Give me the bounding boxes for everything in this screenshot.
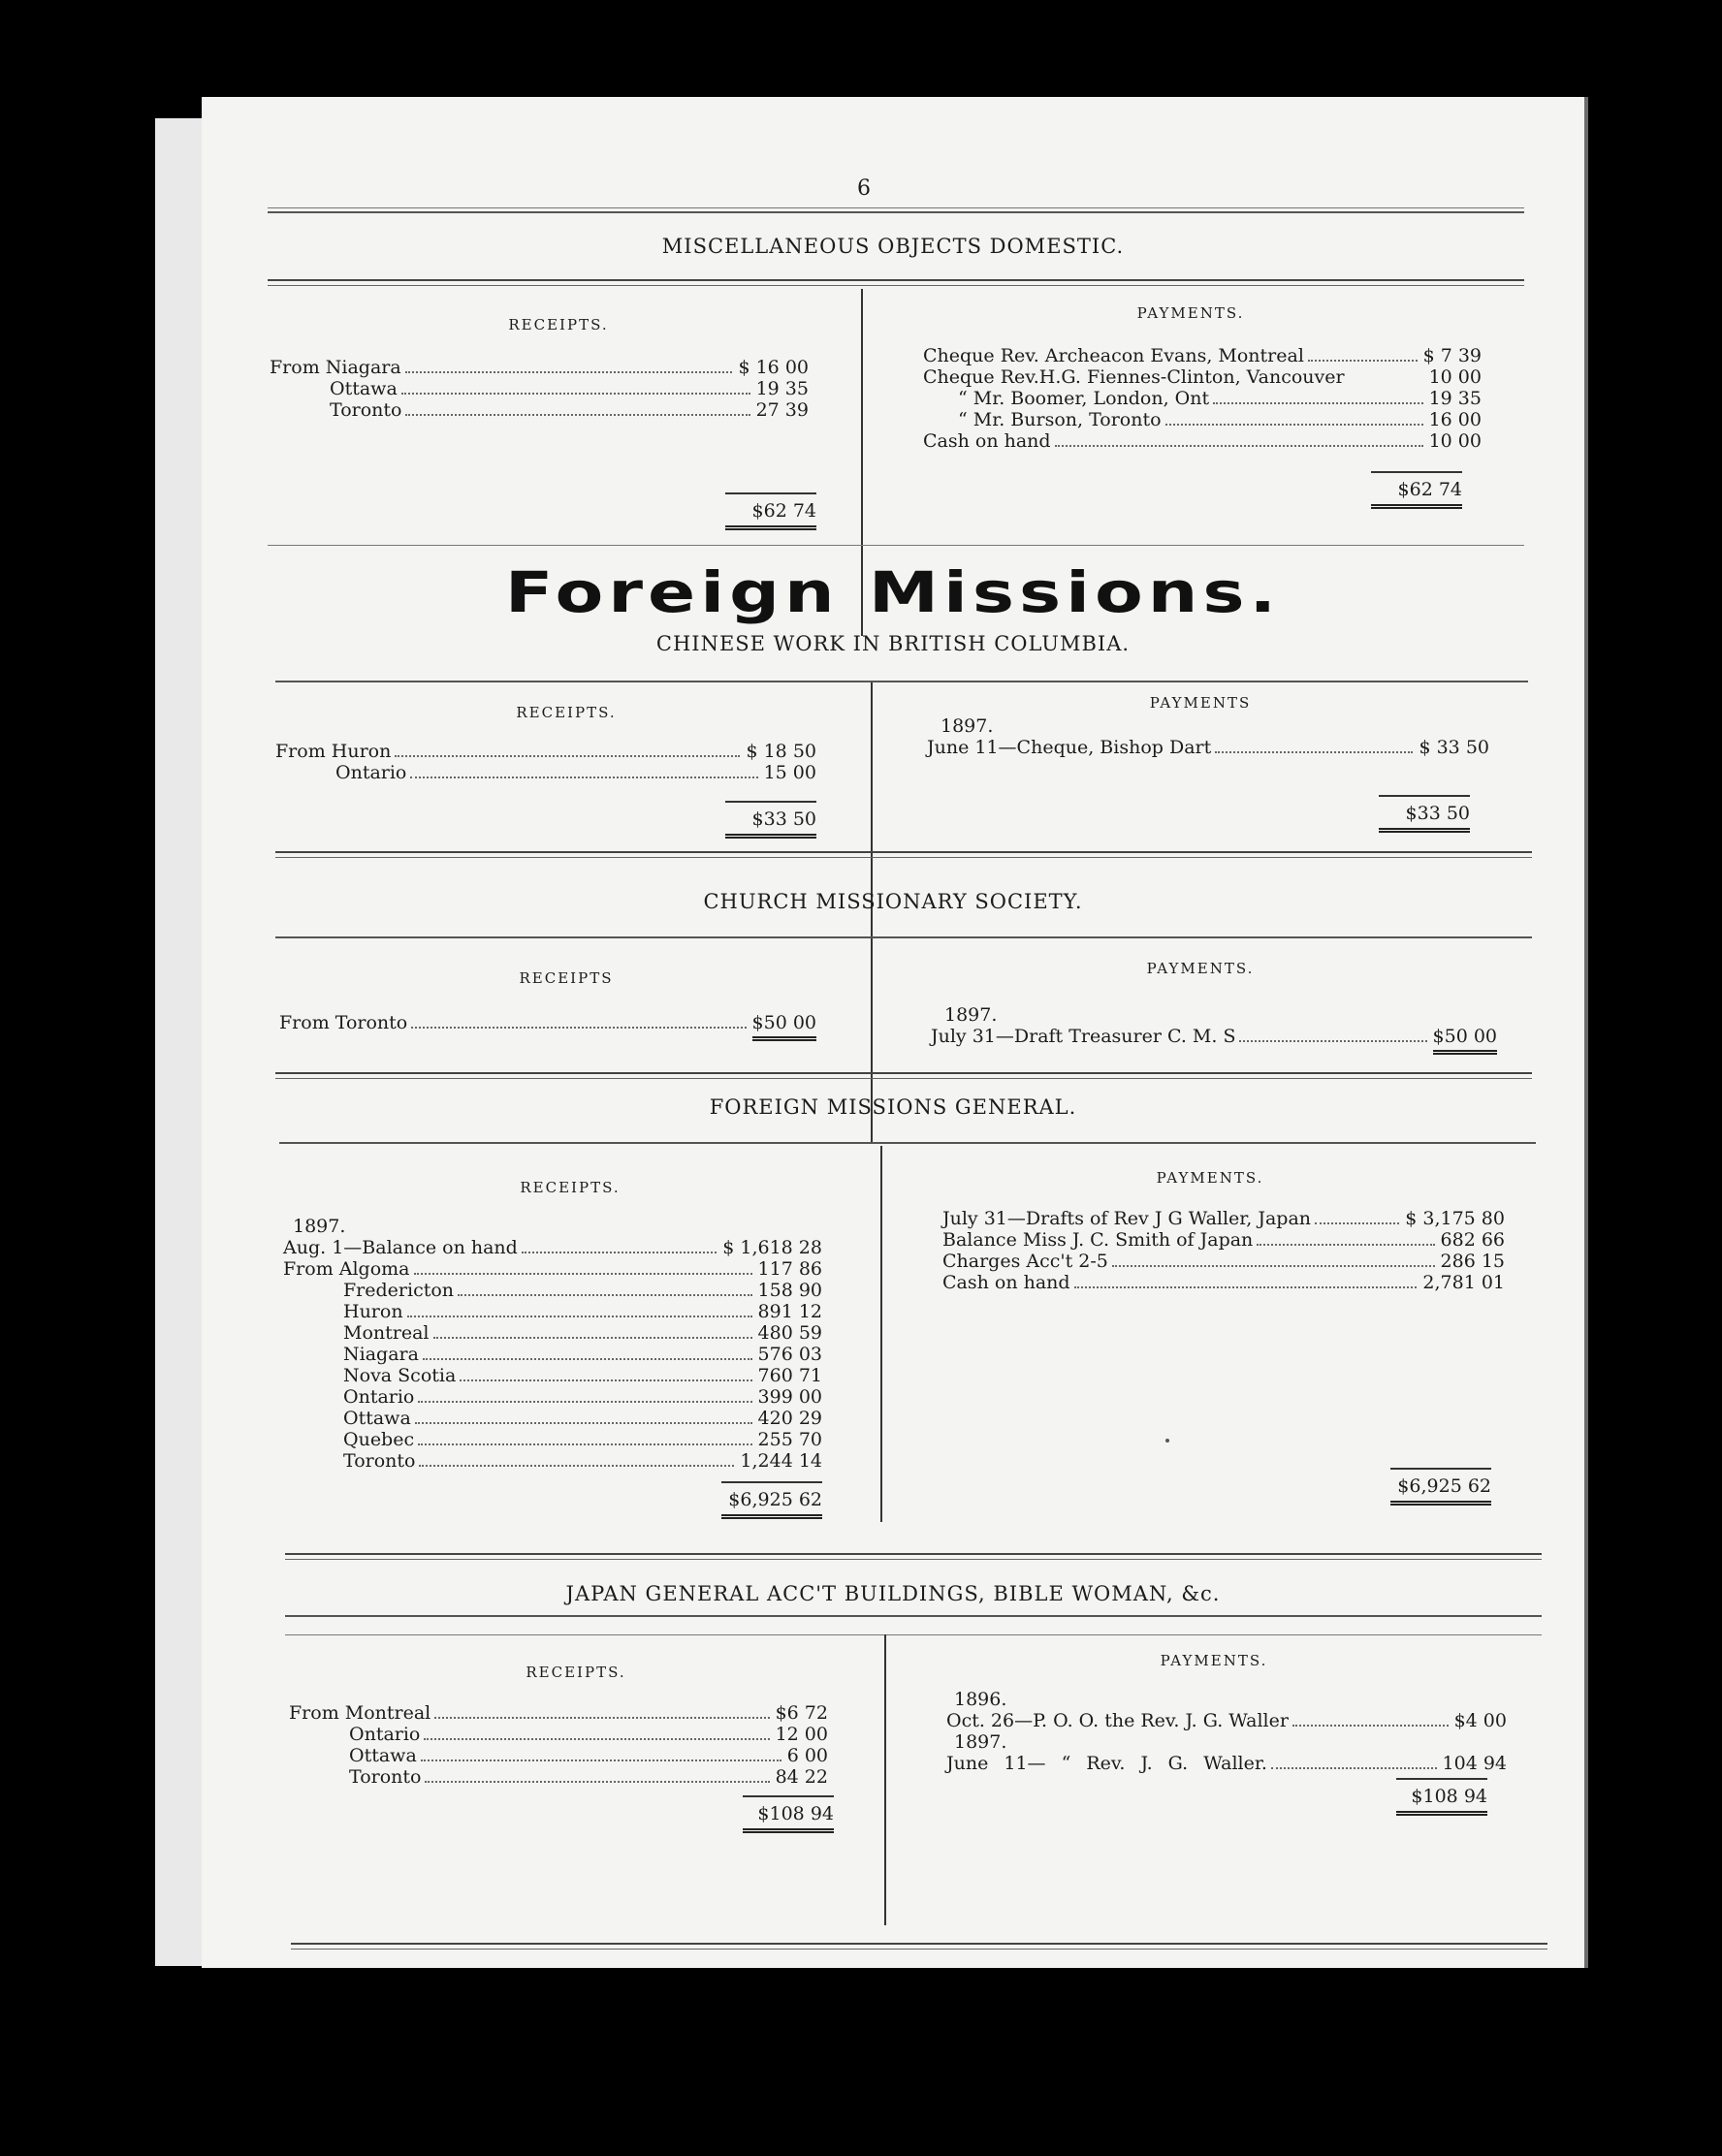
chinese-receipts-head: RECEIPTS. — [516, 704, 617, 721]
fmg-receipt-row: Toronto 1,244 14 — [343, 1450, 822, 1472]
japan-receipt-row: Ontario 12 00 — [349, 1724, 828, 1745]
japan-receipt-row: Toronto 84 22 — [349, 1766, 828, 1788]
chinese-payments-total: $33 50 — [1379, 795, 1470, 833]
fmg-payments-total: $6,925 62 — [1390, 1468, 1491, 1506]
misc-payment-row: Cheque Rev. Archeacon Evans, Montreal $ 7 39 — [923, 345, 1482, 366]
cms-payments-head: PAYMENTS. — [1146, 960, 1255, 977]
misc-receipts-head: RECEIPTS. — [508, 316, 609, 333]
fmg-section-title: FOREIGN MISSIONS GENERAL. — [709, 1095, 1077, 1119]
fmg-bottom-rule — [285, 1553, 1542, 1560]
japan-head-rule-2 — [285, 1634, 1542, 1635]
misc-payments-head: PAYMENTS. — [1136, 304, 1245, 322]
japan-receipts-head: RECEIPTS. — [526, 1664, 626, 1681]
misc-receipt-row: From Niagara $ 16 00 — [270, 357, 809, 378]
japan-payment-row: June 11— “ Rev. J. G. Waller. 104 94 — [946, 1753, 1507, 1774]
fmg-receipts-total: $6,925 62 — [721, 1481, 822, 1519]
fmg-receipt-row: Ottawa 420 29 — [343, 1408, 822, 1429]
fmg-payments-head: PAYMENTS. — [1156, 1169, 1264, 1187]
japan-receipt-row: Ottawa 6 00 — [349, 1745, 828, 1766]
fmg-receipt-row: From Algoma 117 86 — [283, 1258, 822, 1280]
cms-bottom-rule — [275, 1072, 1532, 1079]
fmg-receipts-head: RECEIPTS. — [520, 1179, 621, 1196]
fmg-receipt-row: Quebec 255 70 — [343, 1429, 822, 1450]
chinese-payments-head: PAYMENTS — [1149, 694, 1252, 712]
misc-payment-row: “ Mr. Boomer, London, Ont 19 35 — [958, 388, 1482, 409]
fmg-receipt-row: Fredericton 158 90 — [343, 1280, 822, 1301]
fmg-head-rule — [279, 1142, 1536, 1144]
cms-receipt-row: From Toronto $50 00 — [279, 1012, 816, 1033]
cms-payment-row: July 31—Draft Treasurer C. M. S $50 00 — [931, 1026, 1497, 1047]
japan-payments-total: $108 94 — [1396, 1778, 1487, 1816]
fmg-receipt-row: Huron 891 12 — [343, 1301, 822, 1322]
cms-head-rule — [275, 936, 1532, 938]
japan-divider — [884, 1634, 886, 1925]
page-number: 6 — [857, 176, 871, 201]
chinese-payments-year: 1897. — [941, 715, 994, 737]
cms-payments-year: 1897. — [944, 1004, 998, 1026]
top-rule-2 — [268, 211, 1524, 213]
chinese-receipt-row: Ontario 15 00 — [335, 762, 816, 783]
misc-receipt-row: Ottawa 19 35 — [330, 378, 809, 399]
cms-receipts-head: RECEIPTS — [519, 969, 614, 987]
misc-payment-row: Cash on hand 10 00 — [923, 430, 1482, 452]
misc-payment-row: “ Mr. Burson, Toronto 16 00 — [958, 409, 1482, 430]
misc-receipts-total: $62 74 — [725, 492, 816, 530]
fmg-receipt-row: Aug. 1—Balance on hand $ 1,618 28 — [283, 1237, 822, 1258]
japan-head-rule — [285, 1615, 1542, 1617]
japan-section-title: JAPAN GENERAL ACC'T BUILDINGS, BIBLE WOMAN, &c. — [565, 1582, 1221, 1605]
chinese-head-rule — [275, 681, 1528, 682]
japan-payments-year-1897: 1897. — [954, 1731, 1007, 1753]
japan-payment-row: Oct. 26—P. O. O. the Rev. J. G. Waller $4 00 — [946, 1710, 1507, 1731]
fmg-receipt-row: Nova Scotia 760 71 — [343, 1365, 822, 1386]
chinese-receipt-row: From Huron $ 18 50 — [275, 741, 816, 762]
japan-receipt-row: From Montreal $6 72 — [289, 1702, 828, 1724]
fmg-receipt-row: Ontario 399 00 — [343, 1386, 822, 1408]
cms-section-title: CHURCH MISSIONARY SOCIETY. — [703, 890, 1083, 913]
chinese-bottom-rule — [275, 851, 1532, 858]
fmg-receipt-row: Montreal 480 59 — [343, 1322, 822, 1344]
fmg-payment-row: Cash on hand 2,781 01 — [942, 1272, 1505, 1293]
japan-payments-head: PAYMENTS. — [1160, 1652, 1268, 1669]
chinese-payment-row: June 11—Cheque, Bishop Dart $ 33 50 — [927, 737, 1489, 758]
chinese-receipts-total: $33 50 — [725, 801, 816, 839]
chinese-section-title: CHINESE WORK IN BRITISH COLUMBIA. — [655, 632, 1131, 655]
fmg-payment-row: July 31—Drafts of Rev J G Waller, Japan $ 3,175 80 — [942, 1208, 1505, 1229]
fmg-divider — [880, 1146, 882, 1522]
misc-section-title: MISCELLANEOUS OBJECTS DOMESTIC. — [661, 235, 1125, 258]
fmg-receipt-row: Niagara 576 03 — [343, 1344, 822, 1365]
misc-bottom-rule — [268, 545, 1524, 546]
fmg-receipts-year: 1897. — [293, 1216, 346, 1237]
misc-payment-row: Cheque Rev.H.G. Fiennes-Clinton, Vancouver 10 00 — [923, 366, 1482, 388]
foreign-missions-banner: Foreign Missions. — [504, 559, 1282, 625]
japan-payments-year-1896: 1896. — [954, 1689, 1007, 1710]
fmg-payment-row: Balance Miss J. C. Smith of Japan 682 66 — [942, 1229, 1505, 1251]
ledger-page — [202, 97, 1584, 1968]
top-rule — [268, 207, 1524, 208]
misc-payments-total: $62 74 — [1371, 471, 1462, 509]
misc-receipt-row: Toronto 27 39 — [330, 399, 809, 421]
fmg-payment-row: Charges Acc't 2-5 286 15 — [942, 1251, 1505, 1272]
ink-speck — [1165, 1439, 1169, 1443]
misc-head-rule — [268, 279, 1524, 286]
japan-receipts-total: $108 94 — [743, 1795, 834, 1833]
page-bottom-rule — [291, 1943, 1547, 1950]
